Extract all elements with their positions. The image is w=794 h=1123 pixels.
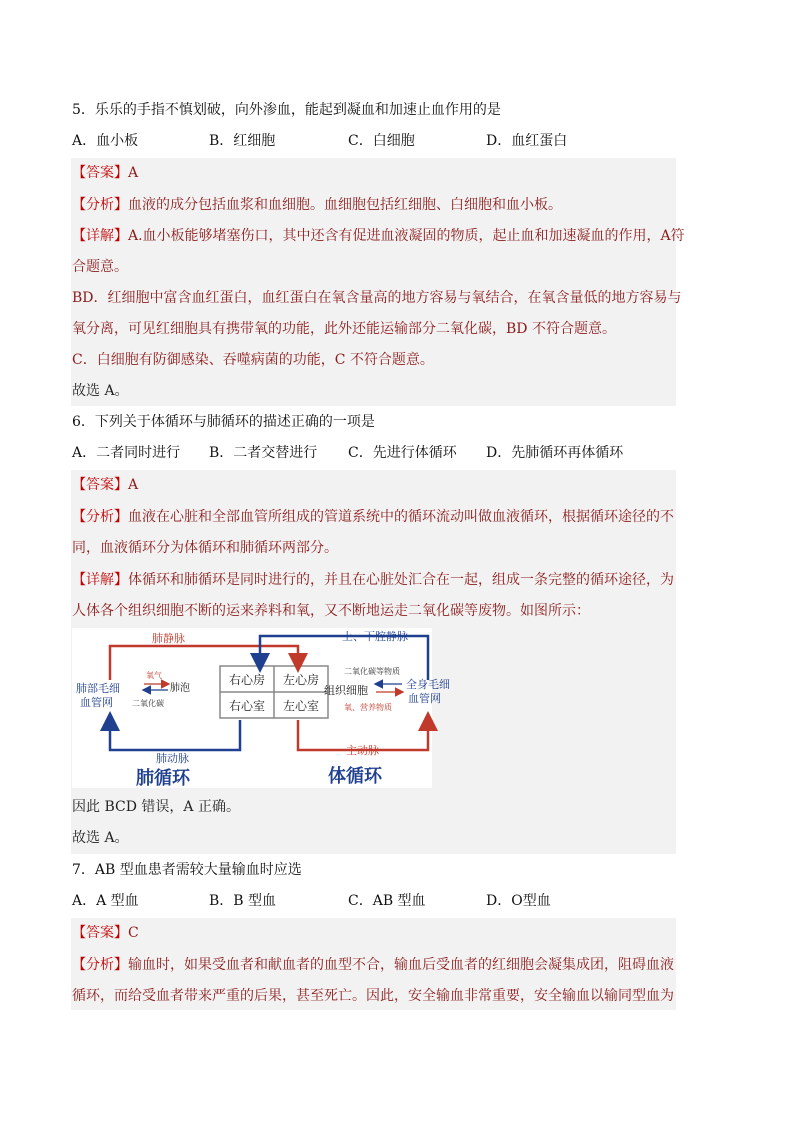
q7-analysis-line-2: 循环，而给受血者带来严重的后果，甚至死亡。因此，安全输血非常重要，安全输血以输同型血为 — [72, 988, 674, 1004]
q6-analysis-line-2: 同，血液循环分为体循环和肺循环两部分。 — [72, 540, 338, 556]
q6-after-figure: 因此 BCD 错误，A 正确。 — [72, 799, 240, 815]
q7-analysis-line-1 — [72, 955, 674, 975]
lung-capillary-label-2: 血管网 — [80, 696, 113, 709]
q5-detail-line-5: C．白细胞有防御感染、吞噬病菌的功能，C 不符合题意。 — [72, 352, 434, 368]
q6-option-b[interactable]: B．二者交替进行 — [209, 445, 318, 461]
lung-capillary-label-1: 肺部毛细 — [76, 682, 120, 695]
q6-answer — [72, 475, 138, 495]
q5-option-a[interactable]: A．血小板 — [72, 133, 139, 149]
q5-answer — [72, 163, 138, 183]
systemic-circulation-title: 体循环 — [328, 766, 382, 787]
q5-analysis — [72, 195, 562, 215]
aorta-label: 主动脉 — [346, 744, 379, 757]
o2-nutrients-label: 氧、营养物质 — [344, 703, 392, 712]
detail-text: 体循环和肺循环是同时进行的，并且在心脏处汇合在一起，组成一条完整的循环途径，为 — [128, 572, 674, 588]
detail-tag: 【详解】 — [72, 572, 128, 588]
q5-detail-line-3: BD．红细胞中富含血红蛋白，血红蛋白在氧含量高的地方容易与氧结合，在氧含量低的地方容易与 — [72, 290, 682, 306]
q6-option-d[interactable]: D．先肺循环再体循环 — [486, 445, 624, 461]
q6-option-a[interactable]: A．二者同时进行 — [72, 445, 181, 461]
co2-waste-label: 二氧化碳等物质 — [344, 667, 400, 676]
q5-stem: 5．乐乐的手指不慎划破，向外渗血，能起到凝血和加速止血作用的是 — [72, 102, 501, 118]
detail-tag: 【详解】 — [72, 228, 128, 244]
q7-option-d[interactable]: D．O型血 — [486, 893, 551, 909]
right-atrium-label: 右心房 — [228, 673, 266, 687]
q6-detail-line-2: 人体各个组织细胞不断的运来养料和氧，又不断地运走二氧化碳等废物。如图所示： — [72, 603, 590, 619]
right-ventricle-label: 右心室 — [228, 699, 266, 713]
q7-option-a[interactable]: A．A 型血 — [72, 893, 139, 909]
q6-conclusion: 故选 A。 — [72, 830, 129, 846]
q5-conclusion: 故选 A。 — [72, 383, 129, 399]
analysis-text: 输血时，如果受血者和献血者的血型不合，输血后受血者的红细胞会凝集成团，阻碍血液 — [128, 957, 674, 973]
answer-value: C — [128, 925, 139, 941]
answer-value: A — [128, 477, 139, 493]
analysis-text: 血液在心脏和全部血管所组成的管道系统中的循环流动叫做血液循环，根据循环途径的不 — [128, 509, 674, 525]
q5-detail-line-1 — [72, 226, 685, 246]
answer-value: A — [128, 165, 139, 181]
analysis-tag: 【分析】 — [72, 197, 128, 213]
answer-tag: 【答案】 — [72, 477, 128, 493]
q5-detail-line-2: 合题意。 — [72, 259, 128, 275]
pulmonary-vein-label: 肺静脉 — [152, 632, 185, 645]
tissue-cells-label: 组织细胞 — [324, 684, 368, 697]
q5-option-b[interactable]: B．红细胞 — [209, 133, 276, 149]
q5-detail-line-4: 氧分离，可见红细胞具有携带氧的功能，此外还能运输部分二氧化碳，BD 不符合题意。 — [72, 321, 616, 337]
circulation-svg — [72, 628, 450, 789]
q5-solution-panel — [71, 158, 685, 406]
vena-cava-label: 上、下腔静脉 — [342, 630, 408, 643]
q6-analysis-line-1 — [72, 507, 674, 527]
q6-option-c[interactable]: C．先进行体循环 — [348, 445, 457, 461]
body-capillary-label-1: 全身毛细 — [406, 678, 450, 691]
analysis-tag: 【分析】 — [72, 509, 128, 525]
q7-stem: 7．AB 型血患者需较大量输血时应选 — [72, 862, 302, 878]
q7-option-c[interactable]: C．AB 型血 — [348, 893, 426, 909]
pulmonary-circulation-title: 肺循环 — [136, 768, 190, 789]
q6-detail-line-1 — [72, 570, 674, 590]
q7-solution-panel — [71, 918, 676, 1010]
left-atrium-label: 左心房 — [282, 673, 320, 687]
q5-option-d[interactable]: D．血红蛋白 — [486, 133, 568, 149]
q5-option-c[interactable]: C．白细胞 — [348, 133, 415, 149]
oxygen-label: 氧气 — [146, 671, 162, 680]
detail-text: A.血小板能够堵塞伤口，其中还含有促进血液凝固的物质，起止血和加速凝血的作用，A符 — [128, 228, 685, 244]
analysis-tag: 【分析】 — [72, 957, 128, 973]
pulmonary-artery-arrow — [110, 716, 240, 750]
circulation-diagram — [72, 628, 450, 789]
q7-option-b[interactable]: B．B 型血 — [209, 893, 277, 909]
co2-label: 二氧化碳 — [132, 699, 164, 708]
q7-answer — [72, 923, 139, 943]
answer-tag: 【答案】 — [72, 925, 128, 941]
body-capillary-label-2: 血管网 — [408, 692, 441, 705]
analysis-text: 血液的成分包括血浆和血细胞。血细胞包括红细胞、白细胞和血小板。 — [128, 197, 562, 213]
answer-tag: 【答案】 — [72, 165, 128, 181]
q6-stem: 6．下列关于体循环与肺循环的描述正确的一项是 — [72, 414, 375, 430]
pulmonary-artery-label: 肺动脉 — [156, 752, 189, 765]
alveoli-label: 肺泡 — [170, 683, 190, 694]
left-ventricle-label: 左心室 — [282, 699, 320, 713]
